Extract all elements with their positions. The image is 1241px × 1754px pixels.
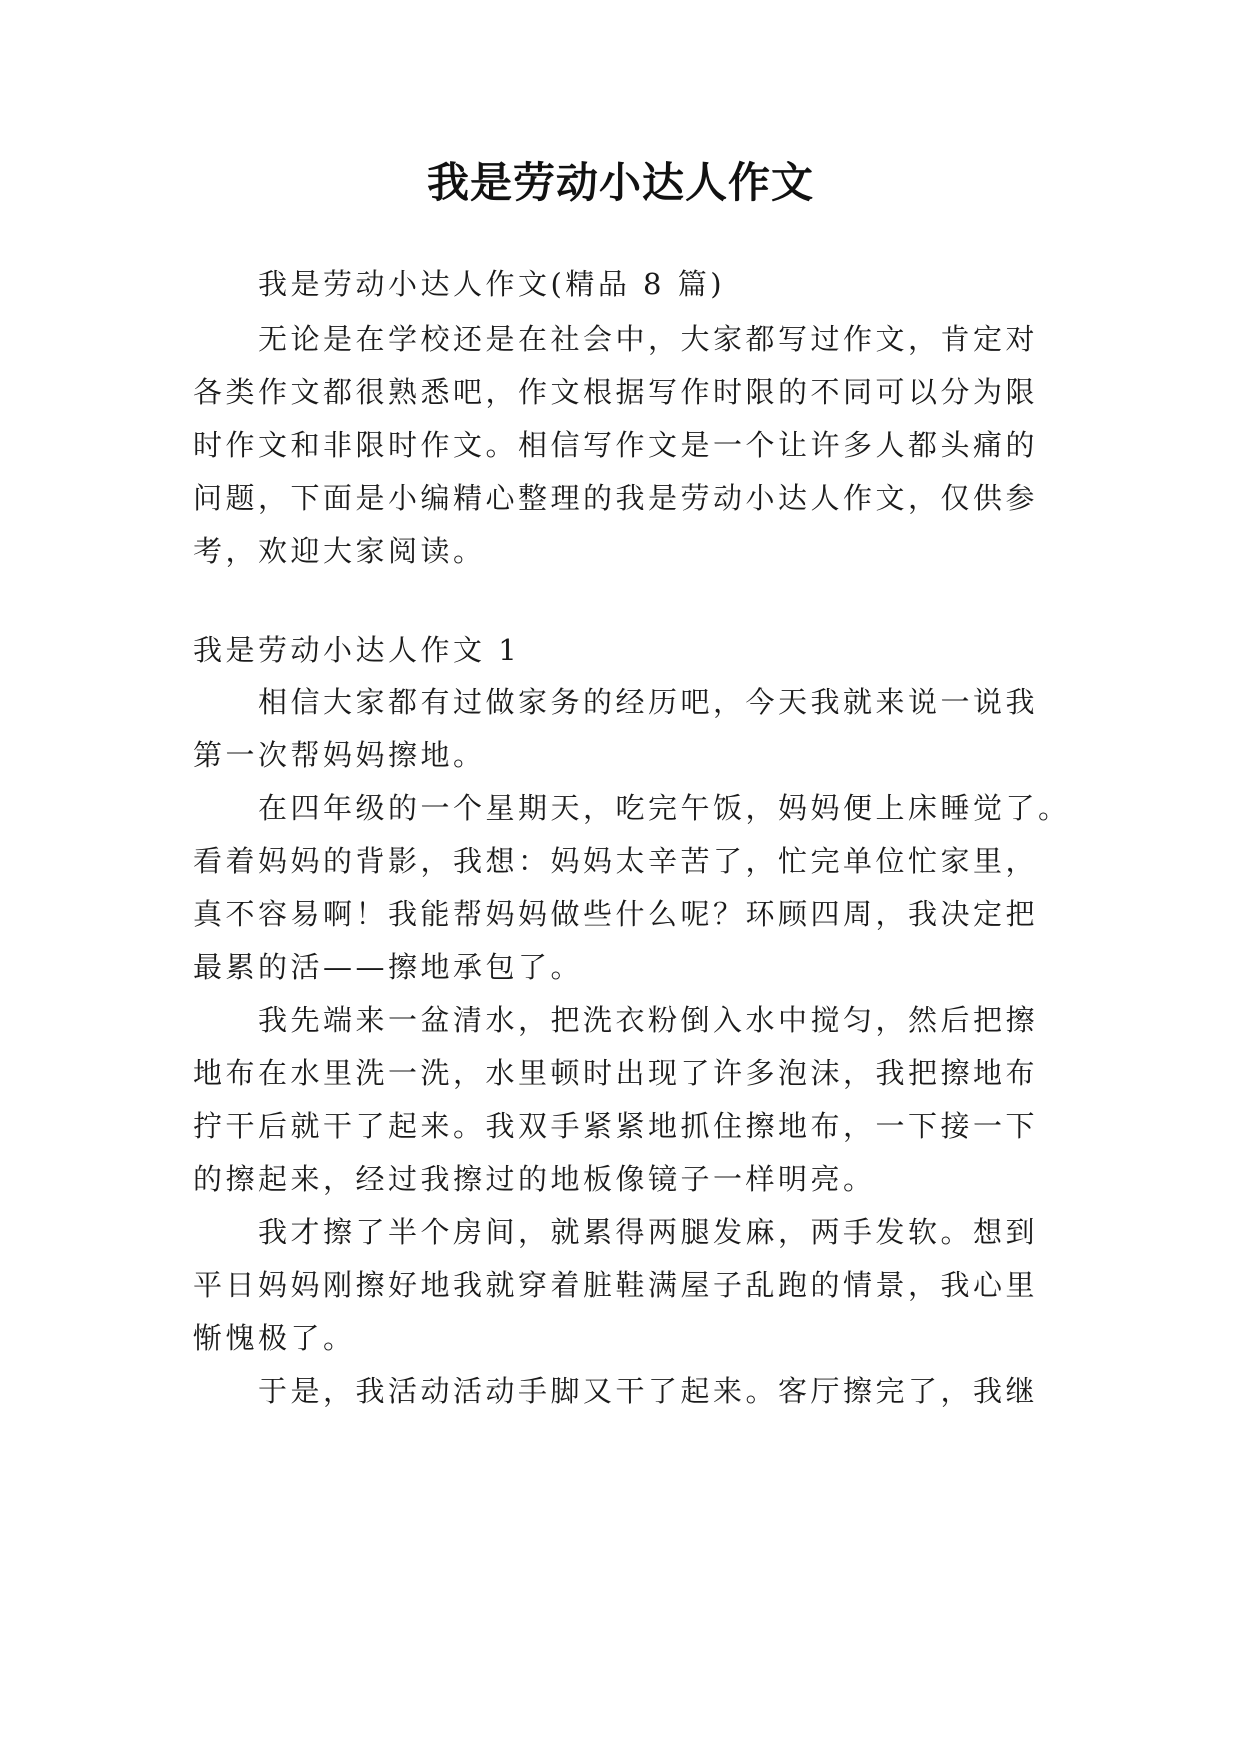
body-line: 在四年级的一个星期天，吃完午饭，妈妈便上床睡觉了。 <box>258 791 1071 825</box>
body-line: 我才擦了半个房间，就累得两腿发麻，两手发软。想到 <box>258 1215 1039 1249</box>
body-line: 地布在水里洗一洗，水里顿时出现了许多泡沫，我把擦地布 <box>193 1056 1039 1090</box>
document-subtitle: 我是劳动小达人作文(精品 8 篇) <box>258 267 726 301</box>
body-line: 惭愧极了。 <box>193 1321 356 1355</box>
document-title: 我是劳动小达人作文 <box>426 158 814 207</box>
intro-line: 考，欢迎大家阅读。 <box>193 534 486 568</box>
body-line: 最累的活——擦地承包了。 <box>193 950 584 984</box>
intro-line: 问题，下面是小编精心整理的我是劳动小达人作文，仅供参 <box>193 481 1039 515</box>
body-line: 平日妈妈刚擦好地我就穿着脏鞋满屋子乱跑的情景，我心里 <box>193 1268 1039 1302</box>
section-heading: 我是劳动小达人作文 1 <box>193 633 521 667</box>
body-line: 相信大家都有过做家务的经历吧，今天我就来说一说我 <box>258 685 1039 719</box>
intro-line: 各类作文都很熟悉吧，作文根据写作时限的不同可以分为限 <box>193 375 1039 409</box>
intro-line: 时作文和非限时作文。相信写作文是一个让许多人都头痛的 <box>193 428 1039 462</box>
body-line: 真不容易啊！我能帮妈妈做些什么呢？环顾四周，我决定把 <box>193 897 1039 931</box>
body-line: 于是，我活动活动手脚又干了起来。客厅擦完了，我继 <box>258 1374 1039 1408</box>
intro-line: 无论是在学校还是在社会中，大家都写过作文，肯定对 <box>258 322 1039 356</box>
body-line: 第一次帮妈妈擦地。 <box>193 738 486 772</box>
body-line: 我先端来一盆清水，把洗衣粉倒入水中搅匀，然后把擦 <box>258 1003 1039 1037</box>
body-line: 看着妈妈的背影，我想：妈妈太辛苦了，忙完单位忙家里， <box>193 844 1039 878</box>
body-line: 拧干后就干了起来。我双手紧紧地抓住擦地布，一下接一下 <box>193 1109 1039 1143</box>
body-line: 的擦起来，经过我擦过的地板像镜子一样明亮。 <box>193 1162 876 1196</box>
